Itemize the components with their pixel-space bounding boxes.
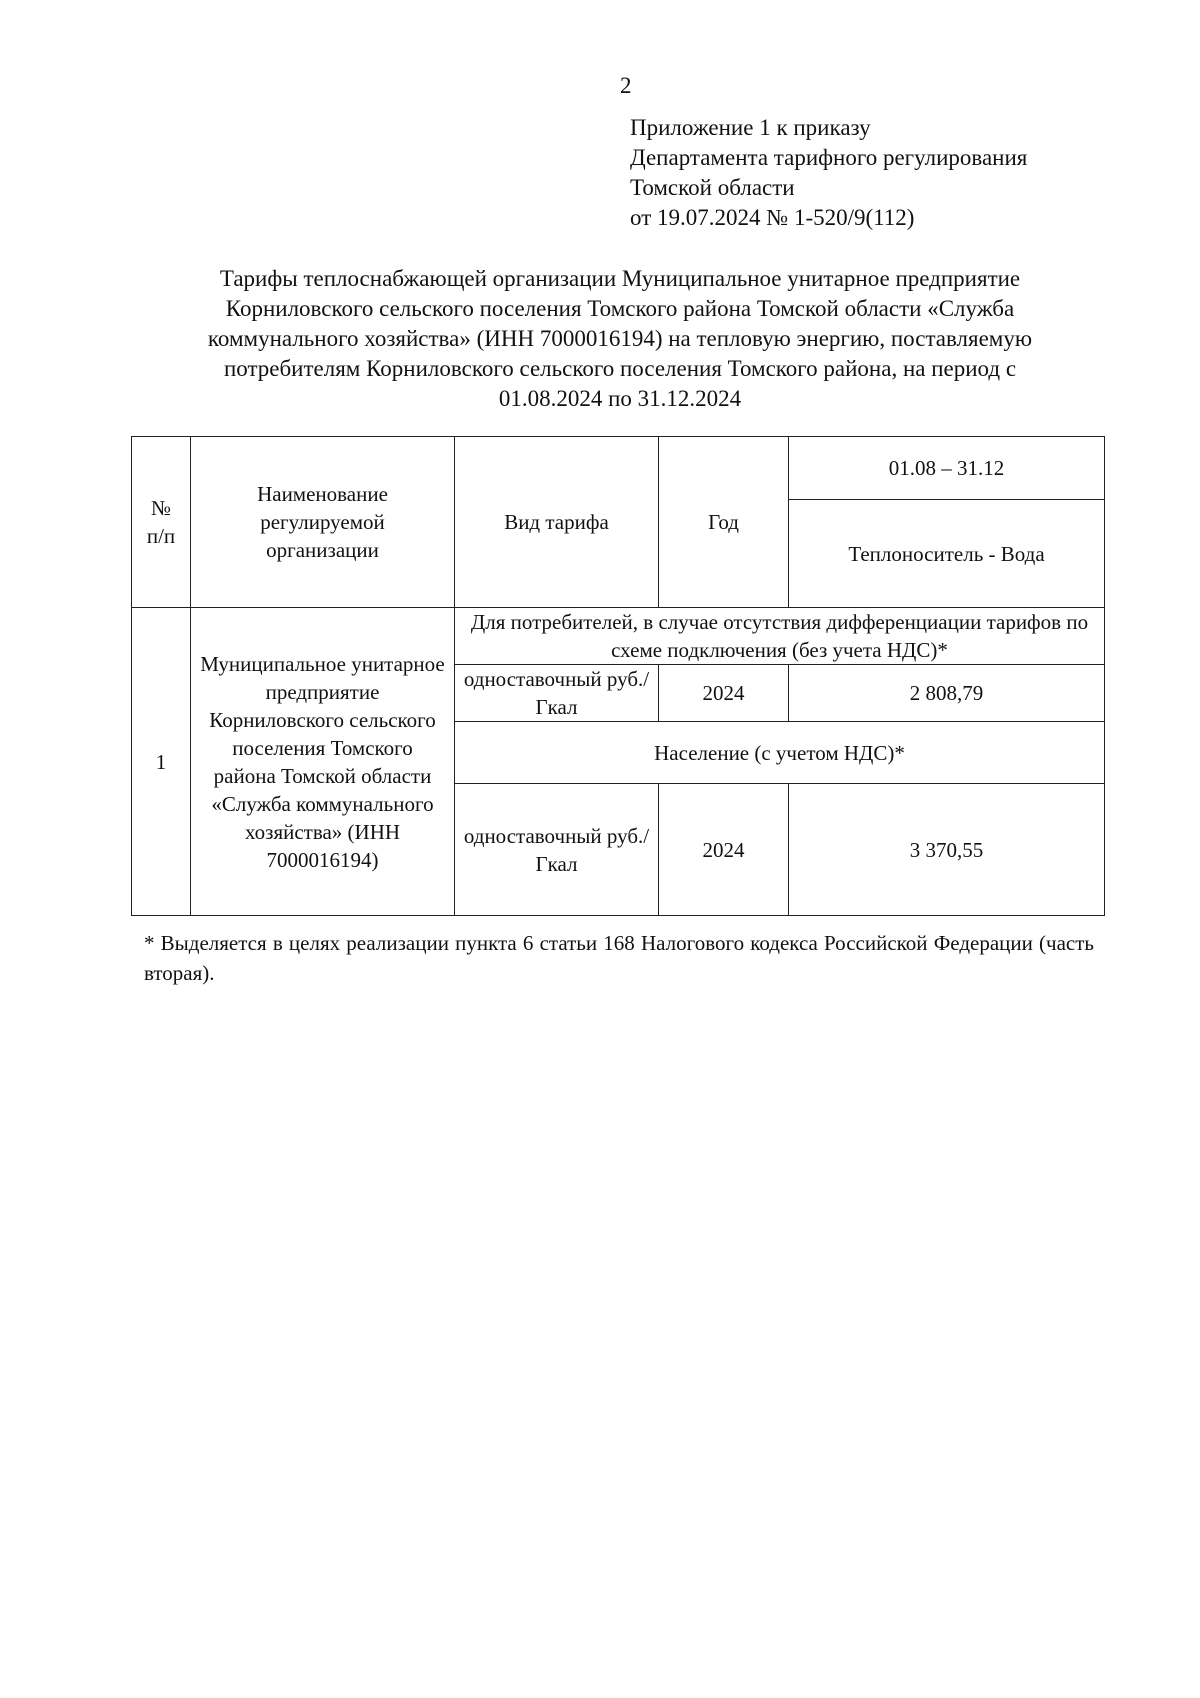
tariff-table — [131, 436, 1105, 916]
appendix-line-2: Департамента тарифного регулирования — [630, 145, 1028, 170]
section-label-population: Население (с учетом НДС)* — [455, 722, 1105, 784]
tariff-value-cell: 3 370,55 — [789, 784, 1105, 916]
year-cell: 2024 — [659, 784, 789, 916]
row-organization: Муниципальное унитарное предприятие Корниловского сельского поселения Томского района Томской области «Служба коммунального хозяйства» (ИНН 7000016194) — [191, 608, 455, 916]
appendix-line-1: Приложение 1 к приказу — [630, 115, 871, 140]
section-label-no-vat: Для потребителей, в случае отсутствия дифференциации тарифов по схеме подключения (без учета НДС)* — [455, 608, 1105, 665]
appendix-line-3: Томской области — [630, 175, 795, 200]
appendix-line-4: от 19.07.2024 № 1-520/9(112) — [630, 205, 915, 230]
appendix-block — [630, 113, 1027, 233]
title-line-4: потребителям Корниловского сельского поселения Томского района, на период с — [223, 356, 1017, 381]
year-cell: 2024 — [659, 665, 789, 722]
footnote: * Выделяется в целях реализации пункта 6 статьи 168 Налогового кодекса Российской Федерации (часть вторая). — [144, 931, 1094, 985]
table-row — [132, 608, 1105, 665]
document-title — [140, 264, 1100, 414]
title-line-5: 01.08.2024 по 31.12.2024 — [498, 386, 742, 411]
header-row-top — [132, 437, 1105, 500]
tariff-value-cell: 2 808,79 — [789, 665, 1105, 722]
header-number: № п/п — [132, 437, 191, 608]
header-tariff-type: Вид тарифа — [455, 437, 659, 608]
title-line-2: Корниловского сельского поселения Томского района Томской области «Служба — [225, 296, 1015, 321]
header-year: Год — [659, 437, 789, 608]
row-number: 1 — [132, 608, 191, 916]
title-line-3: коммунального хозяйства» (ИНН 7000016194) на тепловую энергию, поставляемую — [207, 326, 1033, 351]
tariff-type-cell: одноставочный руб./Гкал — [455, 665, 659, 722]
tariff-type-cell: одноставочный руб./Гкал — [455, 784, 659, 916]
title-line-1: Тарифы теплоснабжающей организации Муниципальное унитарное предприятие — [219, 266, 1021, 291]
page-number: 2 — [620, 73, 632, 98]
header-period: 01.08 – 31.12 — [789, 437, 1105, 500]
header-organization: Наименование регулируемой организации — [191, 437, 455, 608]
header-coolant: Теплоноситель - Вода — [789, 500, 1105, 608]
